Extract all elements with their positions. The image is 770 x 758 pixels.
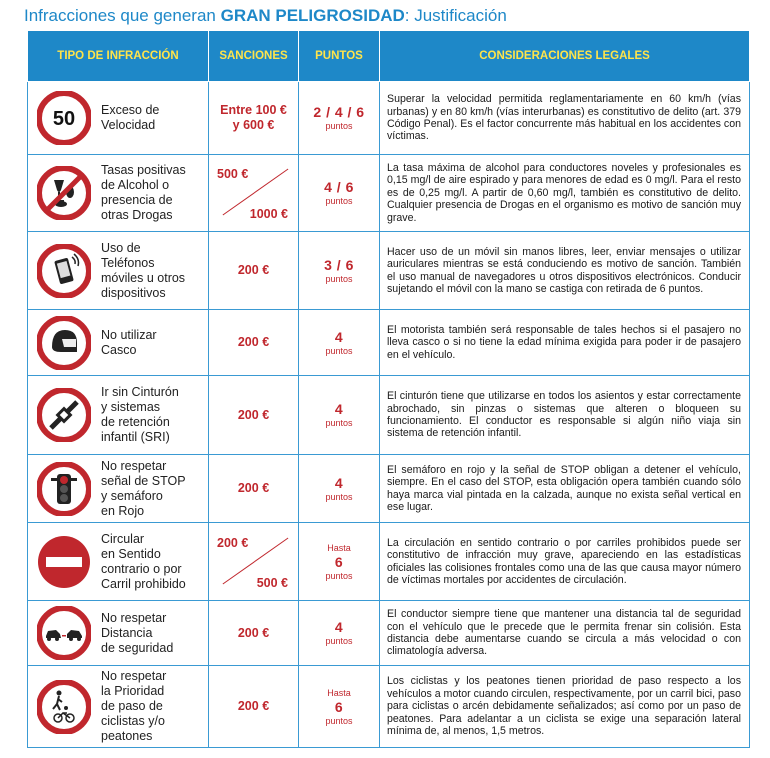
points-value: 2 / 4 / 6 [313,104,365,120]
helmet-icon [37,316,91,370]
traffic-light-icon [37,462,91,516]
infractions-table [27,30,750,748]
safe-distance-icon [37,606,91,660]
speed-limit-50-icon [37,91,91,145]
type-line: de Alcohol o [101,178,170,192]
type-line: de paso de [101,699,163,713]
type-line: señal de STOP [101,473,186,488]
type-line: presencia de [101,193,173,207]
sanction-cell [209,82,299,155]
legal-text: La circulación en sentido contrario o por carriles prohibidos puede ser constitutivo de infracción muy grave, apareciendo en las estadísticas oficiales las colisiones frontales como una de las que causa mayor número de víctimas mortales por accidentes de circulación. [380,523,750,601]
type-line: No respetar [101,610,167,625]
points-cell [299,376,380,455]
type-line: Distancia [101,625,153,640]
sanction-text: 200 € [237,699,270,713]
sanction-cell [209,523,299,601]
type-line: Ir sin Cinturón [101,385,179,399]
type-line: móviles u otros [101,270,186,285]
sanction-cell [209,666,299,748]
seatbelt-icon [37,388,91,442]
points-cell [299,601,380,666]
type-line: Tasas positivas [101,163,186,177]
legal-text: El semáforo en rojo y la señal de STOP obligan a detener el vehículo, siempre. En el caso del STOP, esta obligación opera también cuando sólo haya marca vial pintada en la calzada, aunque no exista señal vertical en ese lugar. [380,455,750,523]
points-prefix: Hasta [327,542,351,553]
cyclist-pedestrian-icon [37,680,91,734]
type-line: la Prioridad [101,684,165,698]
type-line: No respetar [101,669,167,683]
points-unit: puntos [325,570,353,581]
sanction-text: 200 € [237,407,270,422]
header-points: PUNTOS [299,31,380,82]
sanction-cell [209,155,299,232]
points-unit: puntos [325,418,353,428]
points-unit: puntos [325,345,353,356]
sign-text: 50 [52,108,76,130]
sanction-text: 200 € [237,263,270,277]
sanction-min: 200 € [217,535,249,550]
type-line: en Sentido [101,546,161,561]
type-line: Carril prohibido [101,576,186,591]
points-unit: puntos [325,273,353,284]
type-line: Velocidad [101,118,156,132]
table-row [28,523,750,601]
legal-text: Los ciclistas y los peatones tienen prioridad de paso respecto a los vehículos a motor cuando circulen, respectivamente, por un carril bici, paso para ciclistas o arcén debidamente señalizados; así como por un paso de peatones. Para adelantar a un ciclista se exige una separación lateral mínima de, al menos, 1,5 metros. [380,666,750,748]
type-line: dispositivos [101,285,166,300]
table-row [28,601,750,666]
mobile-phone-icon [37,244,91,298]
points-cell [299,232,380,310]
type-cell [28,82,209,155]
points-unit: puntos [325,121,353,131]
points-value: 4 [334,474,344,491]
points-cell [299,666,380,748]
points-value: 4 [334,401,344,417]
points-cell [299,455,380,523]
legal-text: El conductor siempre tiene que mantener una distancia tal de seguridad con el vehículo que le precede que le permita frenar sin colisión. Esta distancia debe aumentarse cuando se circula a más velocidad o con climatología adversa. [380,601,750,666]
no-entry-icon [37,535,91,589]
sanction-text: 200 € [237,335,270,349]
type-cell [28,376,209,455]
type-line: Exceso de [101,103,160,117]
sanction-max: 1000 € [249,207,288,221]
type-line: Uso de [101,240,141,255]
points-cell [299,523,380,601]
points-unit: puntos [325,636,353,646]
points-value: 3 / 6 [324,256,354,273]
header-legal: CONSIDERACIONES LEGALES [380,31,750,82]
sanction-cell [209,601,299,666]
sanction-cell [209,376,299,455]
table-row [28,376,750,455]
sanction-text: 200 € [237,481,270,495]
page-title [24,6,507,26]
header-sanctions: SANCIONES [209,31,299,82]
table-row [28,455,750,523]
type-cell [28,310,209,376]
type-line: infantil (SRI) [101,430,170,444]
header-type: TIPO DE INFRACCIÓN [28,31,209,82]
points-unit: puntos [325,196,353,206]
type-line: Teléfonos [101,255,155,270]
points-value: 4 / 6 [324,179,354,195]
title-bold: GRAN PELIGROSIDAD [220,6,405,25]
sanction-cell [209,455,299,523]
header-row [28,31,750,82]
sanction-max: 500 € [256,575,288,590]
type-line: ciclistas y/o [101,714,165,728]
points-cell [299,310,380,376]
type-line: de retención [101,415,170,429]
type-line: en Rojo [101,503,145,518]
type-line: Circular [101,531,145,546]
table-row [28,666,750,748]
points-cell [299,82,380,155]
points-value: 6 [334,698,344,715]
type-cell [28,155,209,232]
legal-text: Hacer uso de un móvil sin manos libres, leer, enviar mensajes o utilizar auriculares mientras se está conduciendo es motivo de sanción. También el uso manual de navegadores u otros dispositivos electrónicos. Conducir sujetando el móvil con la mano se castiga con retirada de 6 puntos. [380,232,750,310]
type-cell [28,232,209,310]
legal-text: El cinturón tiene que utilizarse en todos los asientos y estar correctamente abrochado, sin pinzas o sistemas que alteren o bloqueen su funcionamiento. El conductor es responsable si algún niño viaja sin sistema de retención infantil. [380,376,750,455]
type-cell [28,666,209,748]
type-line: No respetar [101,458,167,473]
title-suffix: : Justificación [404,6,507,25]
title-prefix: Infracciones que generan [24,6,216,25]
points-unit: puntos [325,715,353,726]
sanction-cell [209,232,299,310]
type-line: y semáforo [101,488,163,503]
type-line: Casco [101,342,137,357]
table-row [28,82,750,155]
type-line: No utilizar [101,327,157,342]
points-value: 4 [334,328,344,345]
sanction-min: 500 € [217,167,249,181]
type-line: otras Drogas [101,208,173,222]
type-cell [28,523,209,601]
sanction-text: Entre 100 € [220,103,287,117]
sanction-text: 200 € [237,625,270,640]
type-line: de seguridad [101,640,174,655]
points-unit: puntos [325,491,353,502]
points-value: 6 [334,553,344,570]
type-cell [28,601,209,666]
legal-text: La tasa máxima de alcohol para conductores noveles y profesionales es 0,15 mg/l de aire espirado y para menores de edad es 0 mg/l. Para el resto es de 0,25 mg/l. A partir de 0,60 mg/l, también es constitutivo de delito. Cualquier presencia de Drogas en el organismo es motivo de sanción muy grave. [380,155,750,232]
sanction-text: y 600 € [232,118,275,132]
table-row [28,232,750,310]
alcohol-drugs-icon [37,166,91,220]
legal-text: Superar la velocidad permitida reglamentariamente en 60 km/h (vías urbanas) y en 80 km/h (vías interurbanas) es constitutivo de delito (art. 379 Código Penal). Es el factor concurrente más habitual en los accidentes con víctimas. [380,82,750,155]
type-line: y sistemas [101,400,161,414]
table-row [28,155,750,232]
points-prefix: Hasta [327,687,351,698]
type-line: peatones [101,729,153,743]
points-cell [299,155,380,232]
type-cell [28,455,209,523]
sanction-cell [209,310,299,376]
points-value: 4 [334,619,344,635]
table-row [28,310,750,376]
type-line: contrario o por [101,561,182,576]
legal-text: El motorista también será responsable de tales hechos si el pasajero no lleva casco o si no tiene la edad mínima exigida para poder ir de pasajero en el vehículo. [380,310,750,376]
